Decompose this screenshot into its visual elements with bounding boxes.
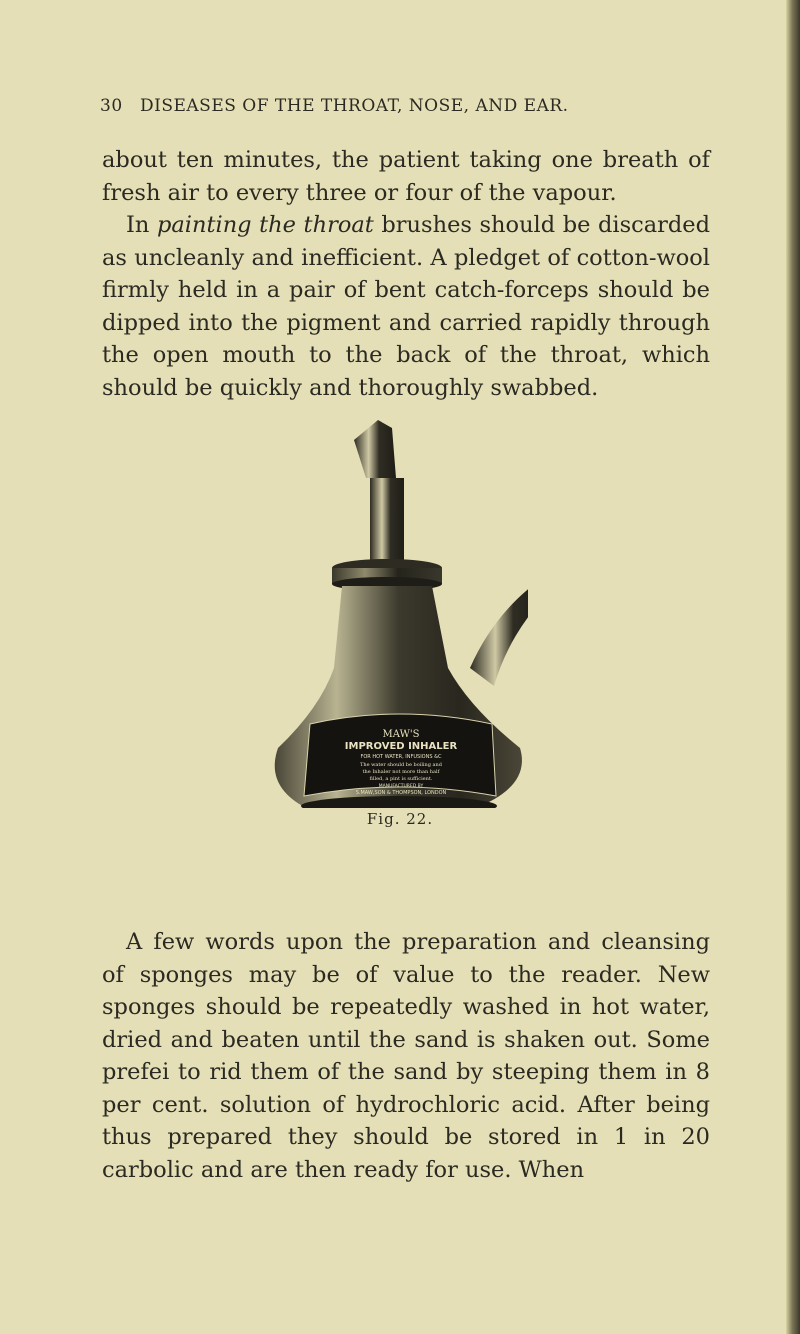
figure-caption: Fig. 22.	[366, 810, 434, 828]
label-instructions-3: filled, a pint is sufficient.	[369, 776, 433, 782]
page-header	[100, 96, 700, 120]
inhaler-figure	[270, 418, 528, 822]
page-number: 30	[100, 96, 123, 116]
label-manufactured: MANUFACTURED BY	[378, 784, 424, 789]
mouthpiece	[354, 420, 396, 478]
paragraph-2-body: A few words upon the preparation and cleansing of sponges may be of value to the reader. New sponges should be repeatedly washed in hot water, dried and beaten until the sand is shaken out. Some prefei to rid them of the sand by steeping them in 8 per cent. solution of hydrochloric acid. After being thus prepared they should be stored in 1 in 20 carbolic and are then ready for use. When	[102, 929, 710, 1183]
italic-phrase: painting the throat	[156, 212, 374, 238]
paragraph-2	[102, 926, 710, 1186]
label-product: IMPROVED INHALER	[344, 741, 458, 752]
paragraph-1	[102, 144, 710, 404]
neck	[370, 478, 404, 568]
label-subtitle: FOR HOT WATER, INFUSIONS &C	[360, 754, 442, 760]
running-title: DISEASES OF THE THROAT, NOSE, AND EAR.	[140, 96, 569, 116]
paragraph-1-opening: about ten minutes, the patient taking one breath of fresh air to every three or four of the vapour.	[102, 147, 710, 206]
inhaler-illustration	[270, 418, 528, 808]
book-binding-edge	[786, 0, 800, 1334]
paragraph-1-intro: In	[126, 212, 150, 238]
label-firm: S.MAW,SON & THOMPSON, LONDON	[355, 790, 447, 796]
label-instructions-1: The water should be boiling and	[360, 762, 442, 768]
spout	[470, 586, 528, 686]
paragraph-1-body: brushes should be discarded as uncleanly and inefficient. A pledget of cotton-wool firmly held in a pair of bent catch-forceps should be dipped into the pigment and carried rapidly through the open mouth to the back of the throat, which should be quickly and thoroughly swabbed.	[102, 212, 711, 401]
label-maker: MAW'S	[382, 729, 420, 740]
label-instructions-2: the Inhaler not more than half	[362, 769, 440, 775]
